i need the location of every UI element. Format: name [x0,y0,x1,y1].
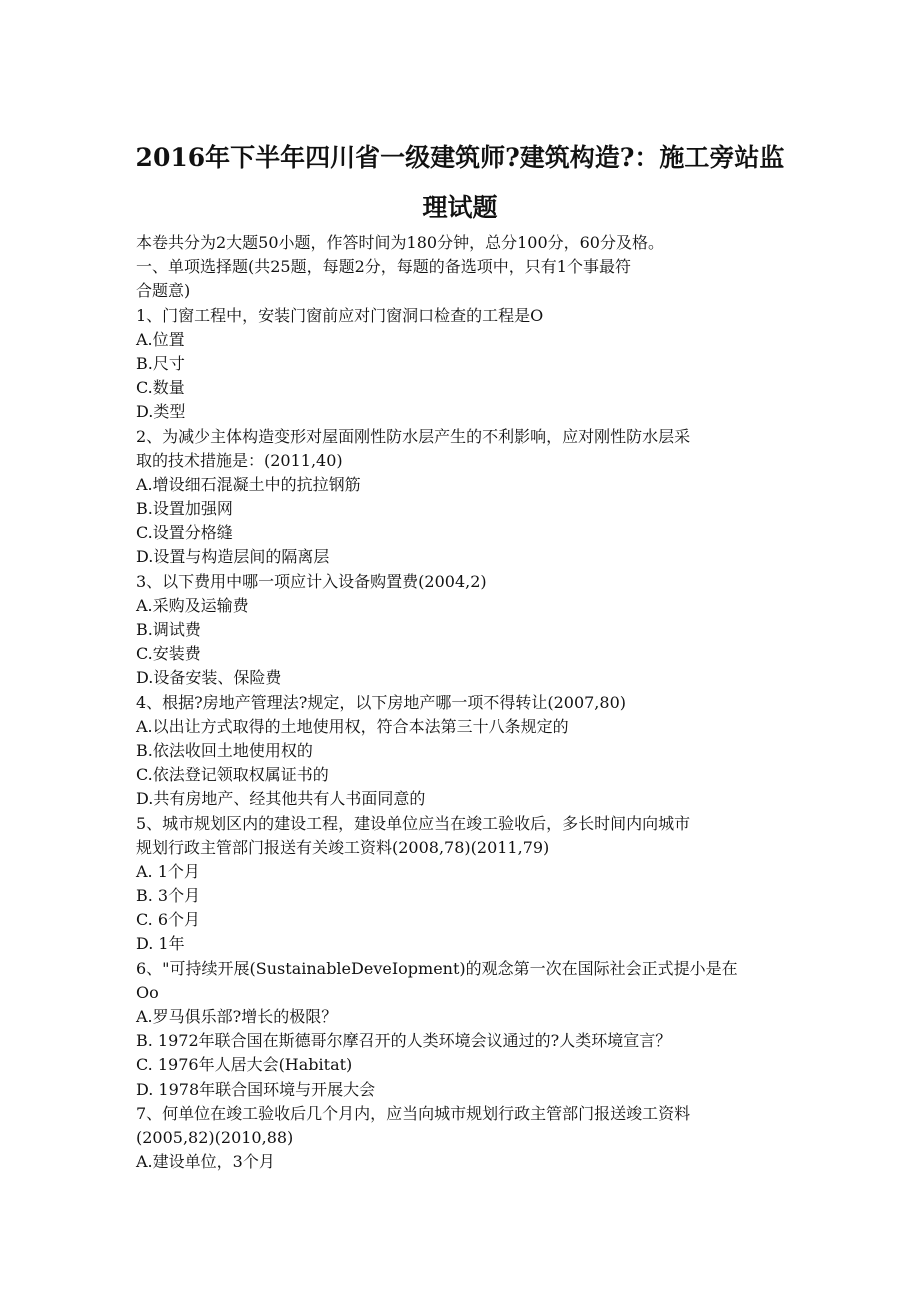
page-title-continued: 理试题 [422,193,498,222]
exam-instructions: 本卷共分为2大题50小题，作答时间为180分钟，总分100分，60分及格。 [136,233,664,252]
section-heading: 一、单项选择题(共25题，每题2分，每题的备选项中，只有1个事最符 [136,257,631,277]
q2-option-b: B.设置加强网 [136,499,233,519]
q3-option-a: A.采购及运输费 [136,595,249,615]
q3-option-d: D.设备安装、保险费 [136,668,282,688]
q3-option-c: C.安装费 [136,644,201,664]
q5-option-b: B. 3个月 [136,886,201,906]
q3-option-b: B.调试费 [136,620,201,639]
question-7: 7、何单位在竣工验收后几个月内，应当向城市规划行政主管部门报送竣工资料 [136,1103,691,1123]
q4-option-c: C.依法登记领取权属证书的 [136,765,329,785]
question-2-continued: 取的技术措施是：(2011,40) [136,450,343,470]
q1-option-d: D.类型 [136,402,186,422]
q6-option-b: B. 1972年联合国在斯德哥尔摩召开的人类环境会议通过的?人类环境宣言？ [136,1031,672,1051]
q6-option-a: A.罗马俱乐部?增长的极限？ [136,1007,338,1026]
q2-option-a: A.增设细石混凝土中的抗拉钢筋 [136,474,361,494]
question-6-continued: Oo [136,982,159,1002]
document-body [136,231,796,1174]
q1-option-b: B.尺寸 [136,353,185,373]
page-title: 2016年下半年四川省一级建筑师?建筑构造?：施工旁站监 [135,143,785,172]
q7-option-a: A.建设单位，3个月 [136,1152,275,1172]
q1-option-c: C.数量 [136,378,185,398]
q1-option-a: A.位置 [136,329,185,349]
q4-option-b: B.依法收回土地使用权的 [136,740,313,760]
q6-option-c: C. 1976年人居大会(Habitat) [136,1055,353,1075]
question-2: 2、为减少主体构造变形对屋面刚性防水层产生的不利影响，应对刚性防水层采 [136,426,691,446]
q5-option-c: C. 6个月 [136,910,201,930]
question-3: 3、以下费用中哪一项应计入设备购置费(2004,2) [136,571,487,591]
q5-option-d: D. 1年 [136,934,185,954]
question-5-continued: 规划行政主管部门报送有关竣工资料(2008,78)(2011,79) [136,837,550,857]
question-7-continued: (2005,82)(2010,88) [136,1127,294,1147]
section-heading-continued: 合题意) [136,281,191,301]
q4-option-a: A.以出让方式取得的土地使用权，符合本法第三十八条规定的 [136,716,569,736]
q4-option-d: D.共有房地产、经其他共有人书面同意的 [136,789,426,809]
q2-option-c: C.设置分格缝 [136,523,233,543]
q2-option-d: D.设置与构造层间的隔离层 [136,547,330,567]
q5-option-a: A. 1个月 [136,861,200,881]
question-5: 5、城市规划区内的建设工程，建设单位应当在竣工验收后，多长时间内向城市 [136,813,691,833]
question-4: 4、根据?房地产管理法?规定，以下房地产哪一项不得转让(2007,80) [136,692,626,712]
question-1: 1、门窗工程中，安装门窗前应对门窗洞口检查的工程是O [136,305,544,325]
q6-option-d: D. 1978年联合国环境与开展大会 [136,1079,376,1099]
question-6: 6、"可持续开展(SustainableDeveIopment)的观念第一次在国际社会正式提小是在 [136,958,738,978]
